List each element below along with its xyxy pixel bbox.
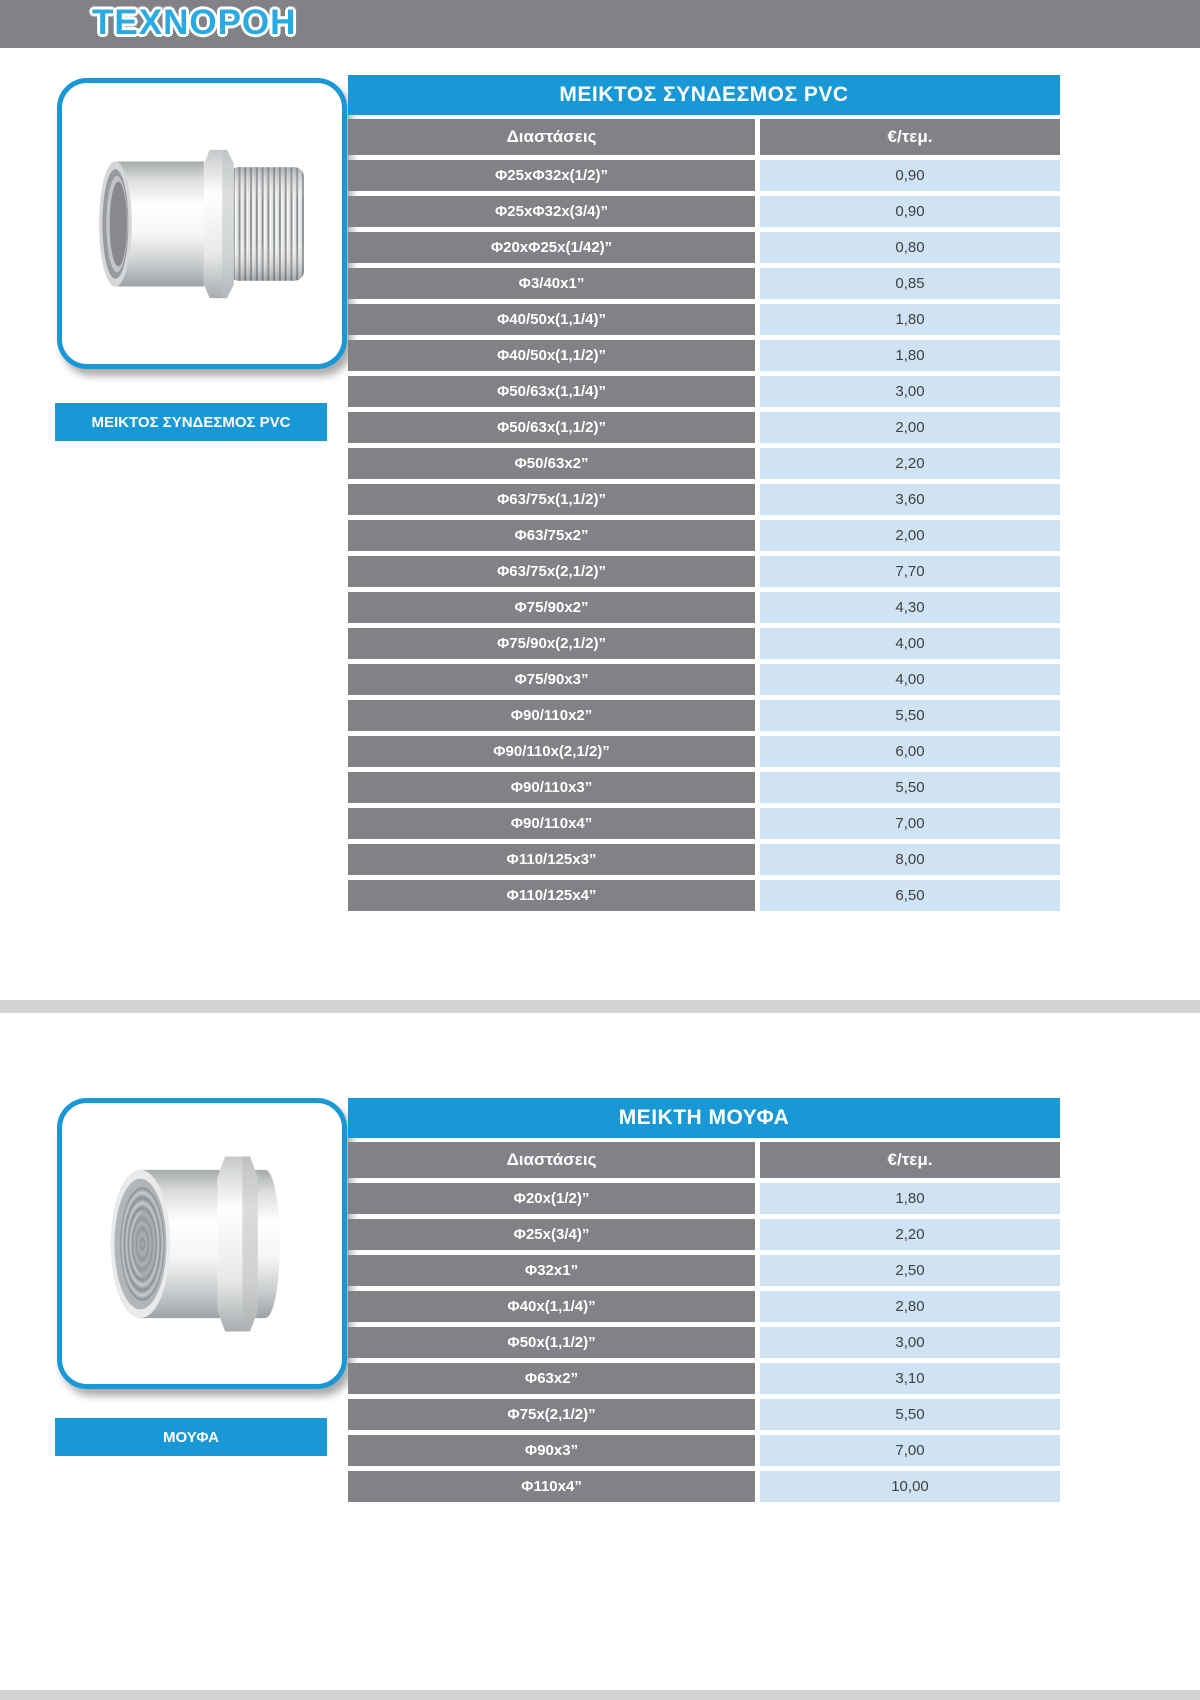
table-body xyxy=(348,1183,1060,1502)
price-table-pvc-adapter xyxy=(348,75,1060,916)
column-header-price: €/τεμ. xyxy=(760,1142,1060,1178)
table-body xyxy=(348,160,1060,911)
price-cell: 6,00 xyxy=(760,736,1060,767)
table-row xyxy=(348,772,1060,803)
price-cell: 7,00 xyxy=(760,808,1060,839)
table-row xyxy=(348,664,1060,695)
price-cell: 3,00 xyxy=(760,1327,1060,1358)
product-label-text: ΜΟΥΦΑ xyxy=(163,1428,219,1446)
price-cell: 2,50 xyxy=(760,1255,1060,1286)
table-row xyxy=(348,1363,1060,1394)
table-row xyxy=(348,304,1060,335)
footer-strip xyxy=(0,1690,1200,1700)
price-cell: 6,50 xyxy=(760,880,1060,911)
dimension-cell: Φ40/50x(1,1/2)” xyxy=(348,340,755,371)
dimension-cell: Φ90/110x2” xyxy=(348,700,755,731)
dimension-cell: Φ25xΦ32x(1/2)” xyxy=(348,160,755,191)
dimension-cell: Φ25xΦ32x(3/4)” xyxy=(348,196,755,227)
table-row xyxy=(348,232,1060,263)
column-header-price: €/τεμ. xyxy=(760,119,1060,155)
table-row xyxy=(348,556,1060,587)
dimension-cell: Φ110/125x4” xyxy=(348,880,755,911)
table-row xyxy=(348,880,1060,911)
price-cell: 5,50 xyxy=(760,772,1060,803)
dimension-cell: Φ110x4” xyxy=(348,1471,755,1502)
table-row xyxy=(348,736,1060,767)
table-row xyxy=(348,196,1060,227)
dimension-cell: Φ25x(3/4)” xyxy=(348,1219,755,1250)
table-row xyxy=(348,1435,1060,1466)
table-header-row xyxy=(348,119,1060,155)
table-row xyxy=(348,1291,1060,1322)
product-label xyxy=(55,1418,327,1456)
dimension-cell: Φ90/110x4” xyxy=(348,808,755,839)
column-header-dimensions: Διαστάσεις xyxy=(348,119,755,155)
price-cell: 7,70 xyxy=(760,556,1060,587)
price-cell: 7,00 xyxy=(760,1435,1060,1466)
dimension-cell: Φ75/90x(2,1/2)” xyxy=(348,628,755,659)
table-row xyxy=(348,592,1060,623)
table-row xyxy=(348,808,1060,839)
table-row xyxy=(348,1399,1060,1430)
price-cell: 2,20 xyxy=(760,448,1060,479)
coupling-illustration xyxy=(76,1143,328,1345)
table-row xyxy=(348,484,1060,515)
price-cell: 3,60 xyxy=(760,484,1060,515)
product-photo-frame xyxy=(57,1098,347,1389)
price-cell: 0,85 xyxy=(760,268,1060,299)
price-table-coupling xyxy=(348,1098,1060,1507)
price-cell: 1,80 xyxy=(760,304,1060,335)
price-cell: 2,20 xyxy=(760,1219,1060,1250)
dimension-cell: Φ63/75x2” xyxy=(348,520,755,551)
product-label-text: ΜΕΙΚΤΟΣ ΣΥΝΔΕΣΜΟΣ PVC xyxy=(91,413,291,431)
table-row xyxy=(348,1255,1060,1286)
table-row xyxy=(348,1219,1060,1250)
dimension-cell: Φ75x(2,1/2)” xyxy=(348,1399,755,1430)
table-row xyxy=(348,376,1060,407)
product-photo-frame xyxy=(57,78,347,369)
dimension-cell: Φ75/90x3” xyxy=(348,664,755,695)
dimension-cell: Φ90/110x(2,1/2)” xyxy=(348,736,755,767)
table-row xyxy=(348,448,1060,479)
price-cell: 2,80 xyxy=(760,1291,1060,1322)
price-cell: 5,50 xyxy=(760,1399,1060,1430)
price-cell: 4,00 xyxy=(760,628,1060,659)
price-cell: 0,90 xyxy=(760,160,1060,191)
price-cell: 1,80 xyxy=(760,340,1060,371)
price-cell: 4,00 xyxy=(760,664,1060,695)
table-row xyxy=(348,268,1060,299)
table-row xyxy=(348,412,1060,443)
price-cell: 2,00 xyxy=(760,520,1060,551)
dimension-cell: Φ50/63x(1,1/2)” xyxy=(348,412,755,443)
table-row xyxy=(348,844,1060,875)
price-cell: 3,00 xyxy=(760,376,1060,407)
price-cell: 0,80 xyxy=(760,232,1060,263)
table-row xyxy=(348,160,1060,191)
table-title: ΜΕΙΚΤΗ ΜΟΥΦΑ xyxy=(348,1098,1060,1138)
pvc-adapter-illustration xyxy=(76,123,328,325)
price-cell: 2,00 xyxy=(760,412,1060,443)
dimension-cell: Φ3/40x1” xyxy=(348,268,755,299)
price-cell: 4,30 xyxy=(760,592,1060,623)
dimension-cell: Φ50/63x2” xyxy=(348,448,755,479)
dimension-cell: Φ20x(1/2)” xyxy=(348,1183,755,1214)
table-row xyxy=(348,520,1060,551)
dimension-cell: Φ50/63x(1,1/4)” xyxy=(348,376,755,407)
dimension-cell: Φ90/110x3” xyxy=(348,772,755,803)
price-cell: 8,00 xyxy=(760,844,1060,875)
dimension-cell: Φ50x(1,1/2)” xyxy=(348,1327,755,1358)
table-row xyxy=(348,1471,1060,1502)
dimension-cell: Φ40x(1,1/4)” xyxy=(348,1291,755,1322)
dimension-cell: Φ32x1” xyxy=(348,1255,755,1286)
dimension-cell: Φ63/75x(1,1/2)” xyxy=(348,484,755,515)
table-row xyxy=(348,1327,1060,1358)
brand-bar xyxy=(0,0,1200,48)
brand-logo: ΤΕΧΝΟΡΟΗ xyxy=(92,3,297,42)
price-cell: 0,90 xyxy=(760,196,1060,227)
dimension-cell: Φ20xΦ25x(1/42)” xyxy=(348,232,755,263)
price-cell: 5,50 xyxy=(760,700,1060,731)
column-header-dimensions: Διαστάσεις xyxy=(348,1142,755,1178)
product-label xyxy=(55,403,327,441)
dimension-cell: Φ75/90x2” xyxy=(348,592,755,623)
table-row xyxy=(348,340,1060,371)
table-header-row xyxy=(348,1142,1060,1178)
dimension-cell: Φ90x3” xyxy=(348,1435,755,1466)
table-row xyxy=(348,700,1060,731)
price-cell: 3,10 xyxy=(760,1363,1060,1394)
price-cell: 1,80 xyxy=(760,1183,1060,1214)
table-row xyxy=(348,1183,1060,1214)
table-title: ΜΕΙΚΤΟΣ ΣΥΝΔΕΣΜΟΣ PVC xyxy=(348,75,1060,115)
dimension-cell: Φ110/125x3” xyxy=(348,844,755,875)
dimension-cell: Φ40/50x(1,1/4)” xyxy=(348,304,755,335)
price-cell: 10,00 xyxy=(760,1471,1060,1502)
dimension-cell: Φ63x2” xyxy=(348,1363,755,1394)
section-divider xyxy=(0,1000,1200,1013)
table-row xyxy=(348,628,1060,659)
dimension-cell: Φ63/75x(2,1/2)” xyxy=(348,556,755,587)
